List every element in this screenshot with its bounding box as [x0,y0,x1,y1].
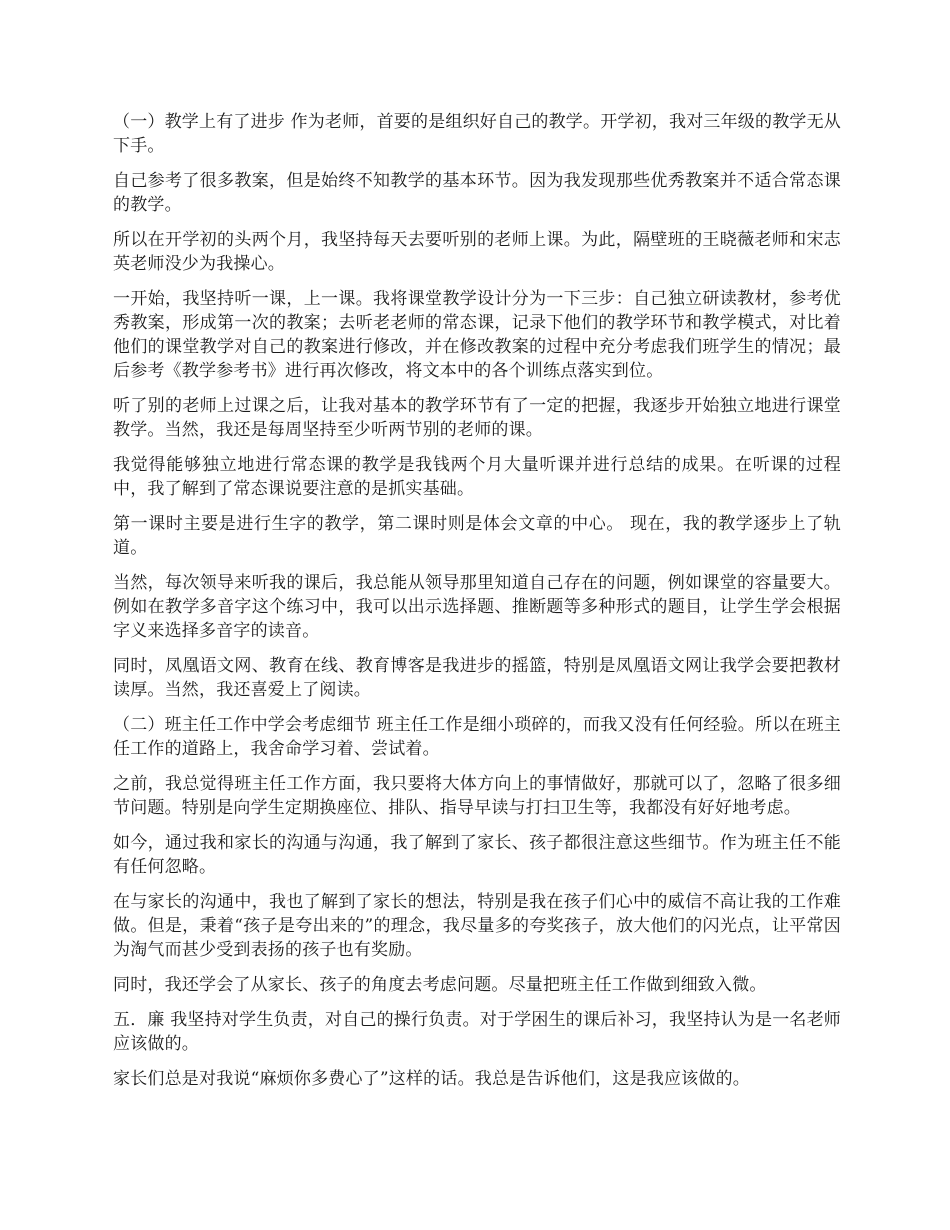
paragraph-12: 如今，通过我和家长的沟通与沟通，我了解到了家长、孩子都很注意这些细节。作为班主任不能有任何忽略。 [113,833,841,877]
paragraph-14: 同时，我还学会了从家长、孩子的角度去考虑问题。尽量把班主任工作做到细致入微。 [113,975,767,995]
paragraph-5: 听了别的老师上过课之后，让我对基本的教学环节有了一定的把握，我逐步开始独立地进行课堂教学。当然，我还是每周坚持至少听两节别的老师的课。 [113,396,841,440]
paragraph-8: 当然，每次领导来听我的课后，我总能从领导那里知道自己存在的问题，例如课堂的容量要大。例如在教学多音字这个练习中，我可以出示选择题、推断题等多种形式的题目，让学生学会根据字义来选择多音字的读音。 [113,573,841,641]
paragraph-2: 自己参考了很多教案，但是始终不知教学的基本环节。因为我发现那些优秀教案并不适合常态课的教学。 [113,171,841,215]
paragraph-3: 所以在开学初的头两个月，我坚持每天去要听别的老师上课。为此，隔壁班的王晓薇老师和宋志英老师没少为我操心。 [113,230,841,274]
paragraph-6: 我觉得能够独立地进行常态课的教学是我钱两个月大量听课并进行总结的成果。在听课的过程中，我了解到了常态课说要注意的是抓实基础。 [113,455,841,499]
paragraph-16: 家长们总是对我说“麻烦你多费心了”这样的话。我总是告诉他们，这是我应该做的。 [113,1069,750,1089]
paragraph-11: 之前，我总觉得班主任工作方面，我只要将大体方向上的事情做好，那就可以了，忽略了很多细节问题。特别是向学生定期换座位、排队、指导早读与打扫卫生等，我都没有好好地考虑。 [113,774,841,818]
paragraph-4: 一开始，我坚持听一课，上一课。我将课堂教学设计分为一下三步：自己独立研读教材，参考优秀教案，形成第一次的教案；去听老老师的常态课，记录下他们的教学环节和教学模式，对比着他们的课堂教学对自己的教案进行修改，并在修改教案的过程中充分考虑我们班学生的情况；最后参考《教学参考书》进行再次修改，将文本中的各个训练点落实到位。 [113,289,841,381]
paragraph-13: 在与家长的沟通中，我也了解到了家长的想法，特别是我在孩子们心中的威信不高让我的工作难做。但是，秉着“孩子是夸出来的”的理念，我尽量多的夸奖孩子，放大他们的闪光点，让平常因为淘气而甚少受到表扬的孩子也有奖励。 [113,892,841,960]
paragraph-15: 五．廉 我坚持对学生负责，对自己的操行负责。对于学困生的课后补习，我坚持认为是一名老师应该做的。 [113,1010,842,1054]
document-page [113,110,841,1102]
paragraph-7: 第一课时主要是进行生字的教学，第二课时则是体会文章的中心。 现在，我的教学逐步上了轨道。 [113,514,841,558]
paragraph-1: （一）教学上有了进步 作为老师，首要的是组织好自己的教学。开学初，我对三年级的教学无从下手。 [113,112,842,156]
paragraph-9: 同时，凤凰语文网、教育在线、教育博客是我进步的摇篮，特别是凤凰语文网让我学会要把教材读厚。当然，我还喜爱上了阅读。 [113,656,841,700]
paragraph-10: （二）班主任工作中学会考虑细节 班主任工作是细小琐碎的，而我又没有任何经验。所以在班主任工作的道路上，我舍命学习着、尝试着。 [113,715,842,759]
